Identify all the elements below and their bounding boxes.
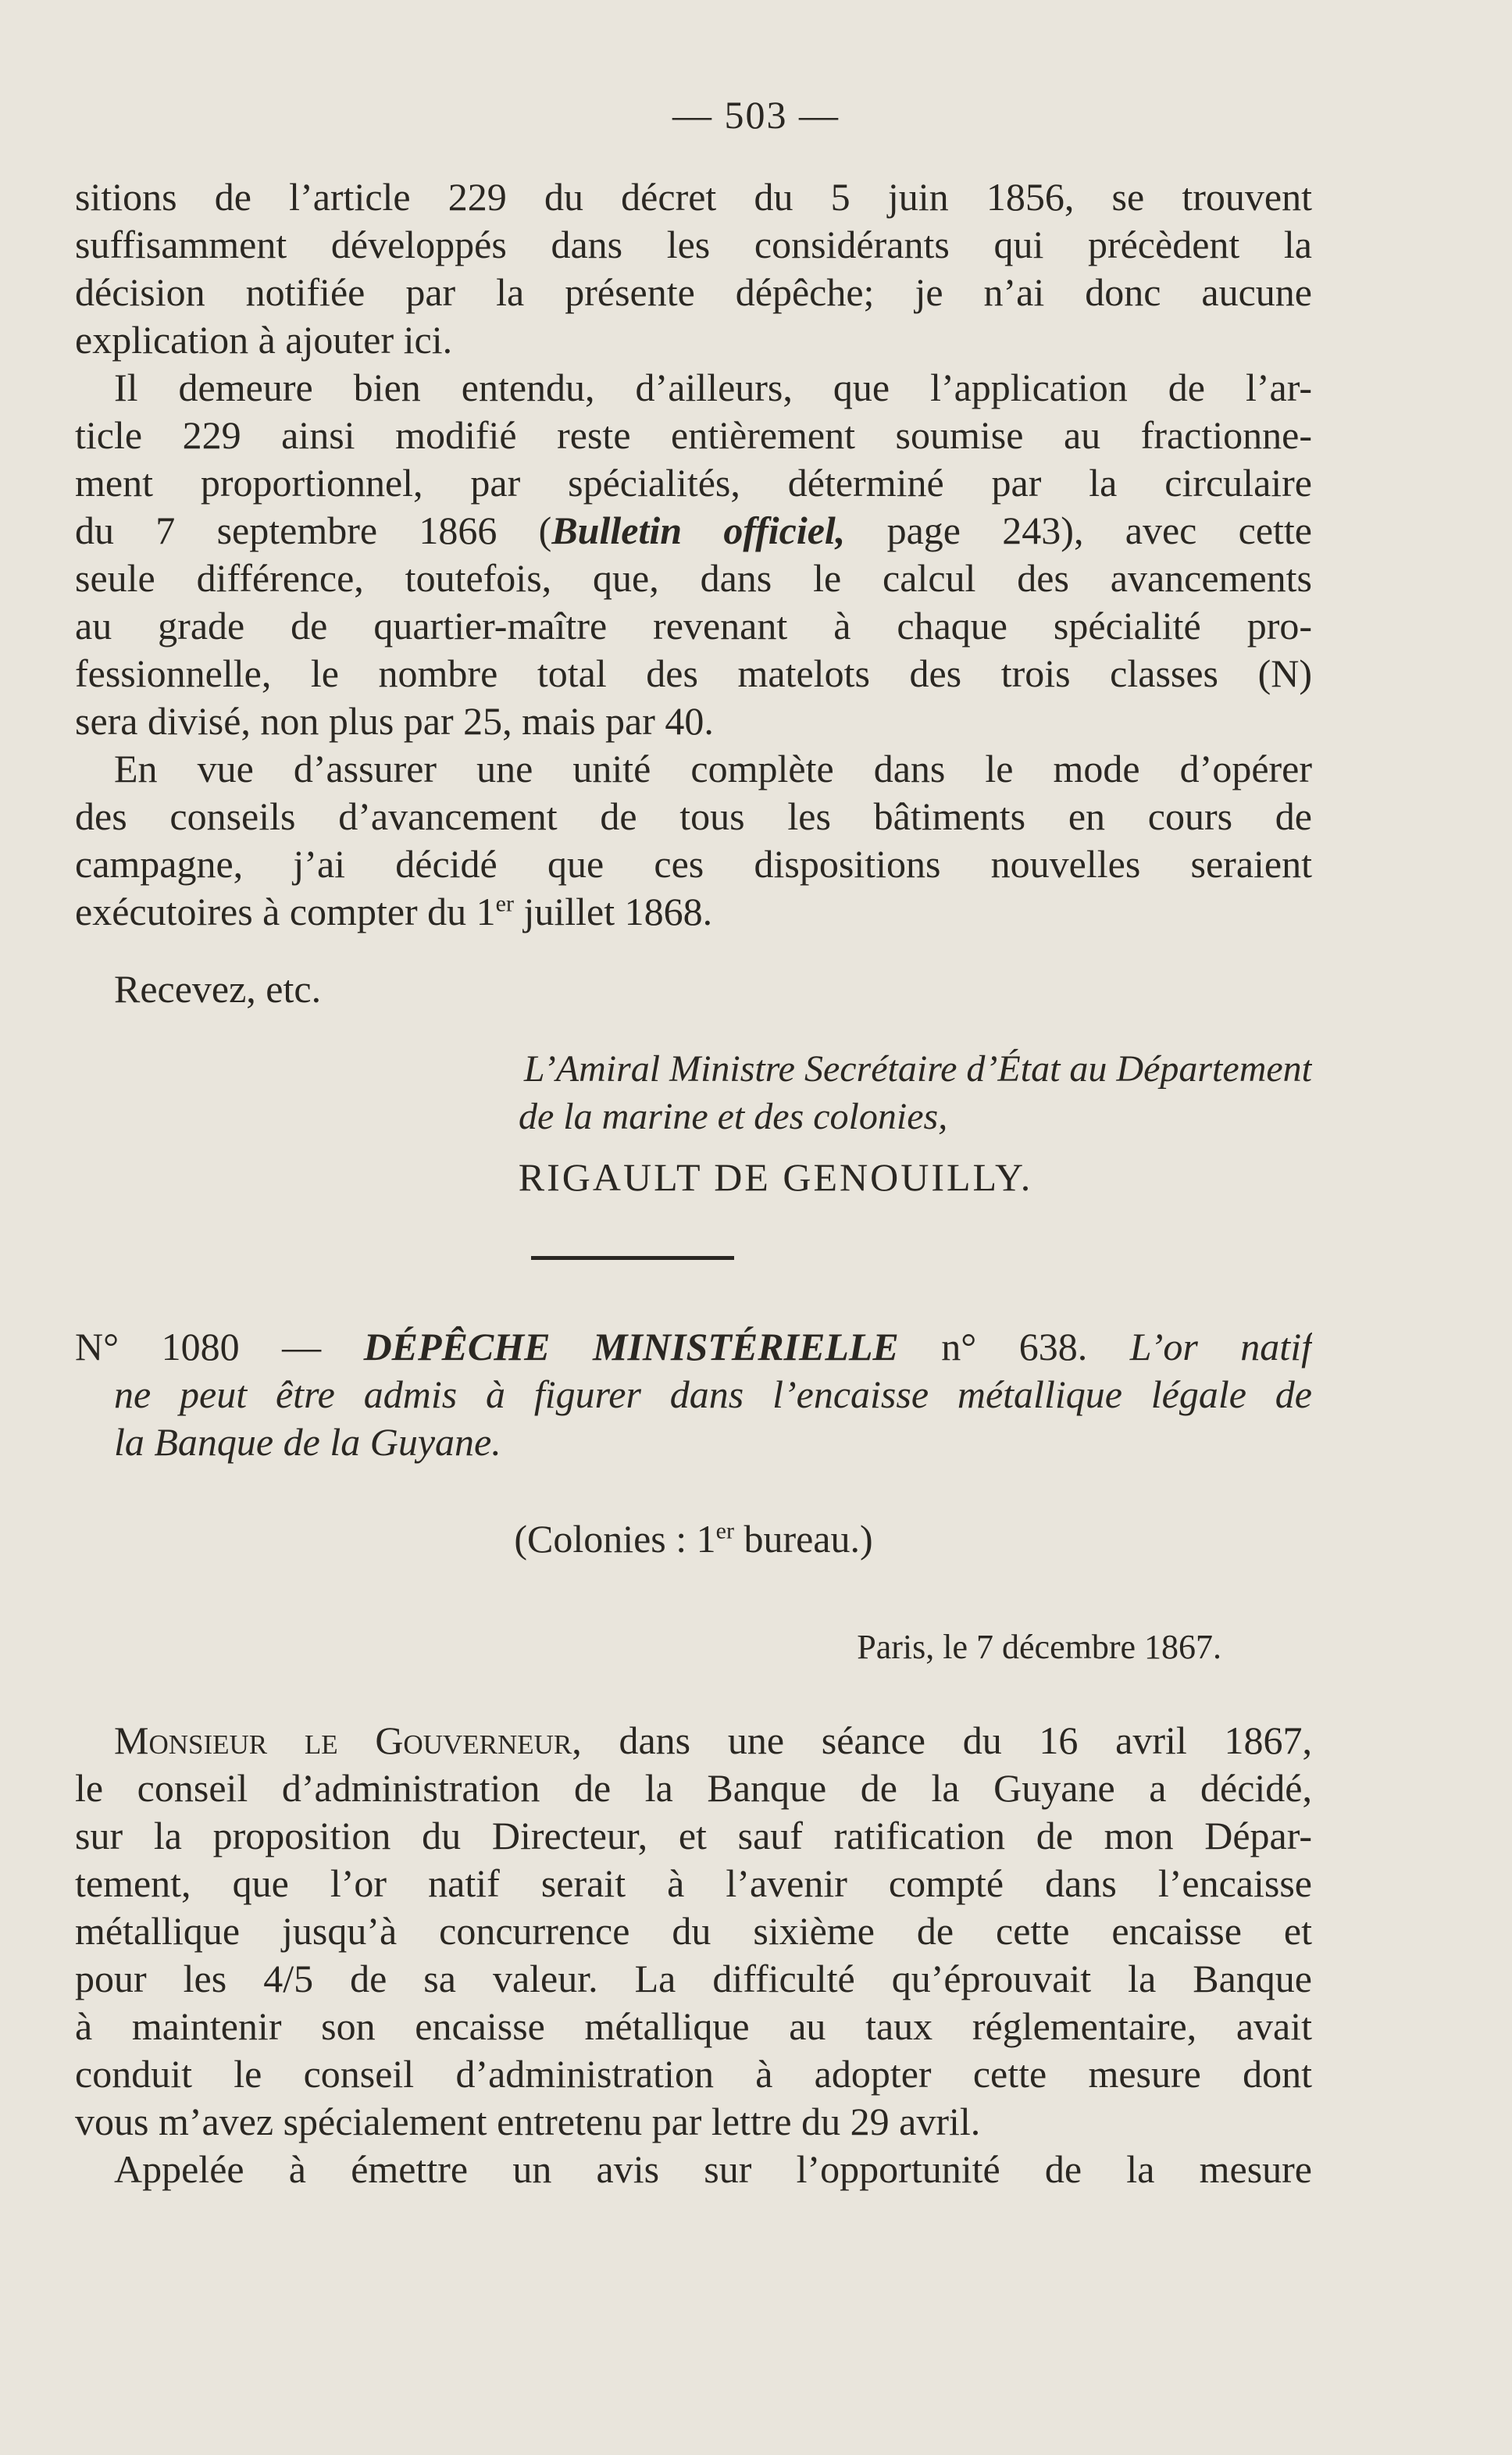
citation-bulletin-officiel: Bulletin officiel, — [551, 508, 846, 552]
text-line: ment proportionnel, par spécialités, déterminé par la circulaire — [75, 461, 1312, 505]
section-divider — [531, 1256, 734, 1260]
dateline-text: Paris, le 7 décembre 1867. — [857, 1628, 1221, 1666]
text-line: explication à ajouter ici. — [75, 318, 453, 362]
text-fragment: page 243), avec cette — [845, 508, 1312, 552]
dispatch-subject: L’or natif — [1087, 1325, 1312, 1368]
text-fragment: (Colonies : 1 — [514, 1517, 716, 1561]
text-fragment: dans une séance du 16 avril 1867, — [581, 1718, 1312, 1762]
text-line: décision notifiée par la présente dépêche; je n’ai donc aucune — [75, 270, 1312, 314]
text-line — [75, 1717, 1312, 1765]
text-line: Il demeure bien entendu, d’ailleurs, que l’application de l’ar- — [114, 366, 1312, 409]
superscript: er — [495, 890, 514, 917]
signature-name: RIGAULT DE GENOUILLY. — [518, 1155, 1033, 1199]
text-line: pour les 4/5 de sa valeur. La difficulté qu’éprouvait la Banque — [75, 1957, 1312, 2000]
text-line: sera divisé, non plus par 25, mais par 40. — [75, 699, 714, 743]
text-line: sur la proposition du Directeur, et sauf ratification de mon Dépar- — [75, 1814, 1312, 1857]
text-line: seule différence, toutefois, que, dans le calcul des avancements — [75, 556, 1312, 600]
paragraph-main — [75, 1717, 1312, 2146]
signature-title — [75, 1045, 1312, 1140]
text-line: Appelée à émettre un avis sur l’opportunité de la mesure — [114, 2147, 1312, 2191]
dispatch-ref: n° 638. — [898, 1325, 1088, 1368]
heading-line: ne peut être admis à figurer dans l’encaisse métallique légale de — [114, 1372, 1312, 1416]
office-designation — [75, 1515, 1312, 1563]
superscript: er — [715, 1518, 734, 1544]
heading-line — [75, 1323, 1312, 1371]
paragraph-continuation — [75, 173, 1312, 364]
text-line: ticle 229 ainsi modifié reste entièrement soumise au fractionne- — [75, 413, 1312, 457]
text-line: campagne, j’ai décidé que ces dispositions nouvelles seraient — [75, 842, 1312, 886]
closing — [75, 965, 1312, 1013]
text-line: au grade de quartier-maître revenant à chaque spécialité pro- — [75, 604, 1312, 648]
text-line: tement, que l’or natif serait à l’avenir compté dans l’encaisse — [75, 1861, 1312, 1905]
text-line-with-citation — [75, 507, 1312, 555]
text-line: sitions de l’article 229 du décret du 5 juin 1856, se trouvent — [75, 175, 1312, 219]
text-fragment: bureau.) — [733, 1517, 873, 1561]
text-line: des conseils d’avancement de tous les bâtiments en cours de — [75, 794, 1312, 838]
paragraph-next — [75, 2146, 1312, 2193]
dispatch-title: DÉPÊCHE MINISTÉRIELLE — [363, 1325, 899, 1368]
paragraph-execution — [75, 745, 1312, 936]
salutation: Monsieur le Gouverneur, — [114, 1718, 582, 1762]
page-number: — 503 — — [672, 93, 840, 137]
text-fragment: juillet 1868. — [513, 890, 713, 933]
office-line — [75, 1515, 1312, 1563]
text-line: métallique jusqu’à concurrence du sixième de cette encaisse et — [75, 1909, 1312, 1953]
text-line: fessionnelle, le nombre total des matelots des trois classes (N) — [75, 651, 1312, 695]
dispatch-heading — [75, 1323, 1312, 1466]
text-line: En vue d’assurer une unité complète dans le mode d’opérer — [114, 747, 1312, 790]
signature-title-line: de la marine et des colonies, — [519, 1096, 948, 1137]
closing-formula: Recevez, etc. — [114, 967, 322, 1011]
text-fragment: exécutoires à compter du 1 — [75, 890, 496, 933]
text-line: conduit le conseil d’administration à adopter cette mesure dont — [75, 2052, 1312, 2096]
text-line: suffisamment développés dans les considérants qui précèdent la — [75, 223, 1312, 266]
signature-title-line: L’Amiral Ministre Secrétaire d’État au Département — [523, 1048, 1312, 1090]
paragraph-application — [75, 364, 1312, 745]
text-line: à maintenir son encaisse métallique au taux réglementaire, avait — [75, 2004, 1312, 2048]
text-line: le conseil d’administration de la Banque de la Guyane a décidé, — [75, 1766, 1312, 1810]
text-line — [75, 888, 1312, 936]
text-fragment: du 7 septembre 1866 ( — [75, 508, 552, 552]
heading-line: la Banque de la Guyane. — [114, 1420, 501, 1464]
dispatch-number: N° 1080 — — [75, 1325, 364, 1368]
dateline — [75, 1623, 1312, 1671]
text-line: vous m’avez spécialement entretenu par lettre du 29 avril. — [75, 2100, 981, 2143]
